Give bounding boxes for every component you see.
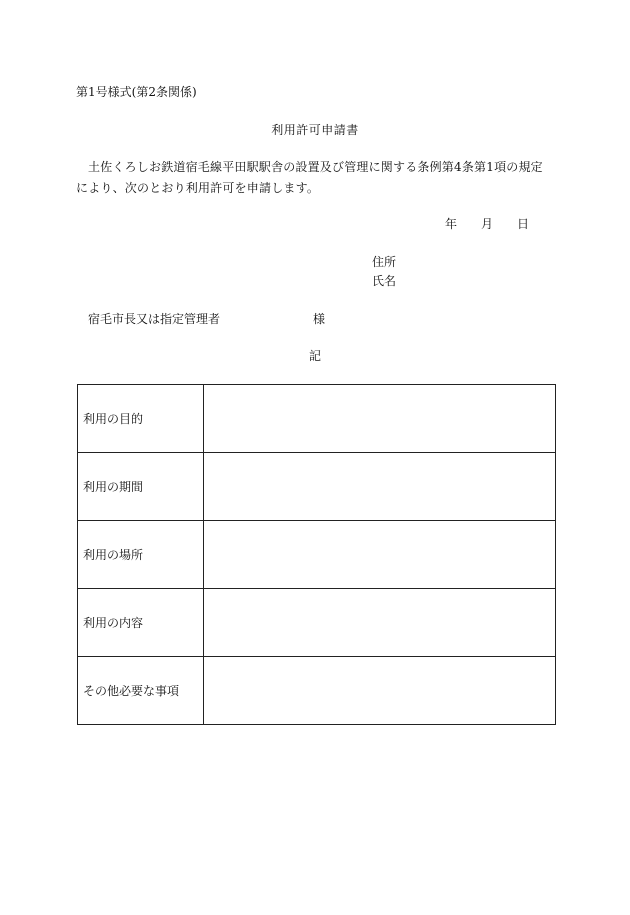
application-statement: 土佐くろしお鉄道宿毛線平田駅駅舎の設置及び管理に関する条例第4条第1項の規定により、次のとおり利用許可を申請します。: [76, 160, 543, 195]
date-day: 日: [517, 217, 530, 231]
applicant-address-label: 住所: [372, 255, 397, 269]
applicant-name-label: 氏名: [372, 274, 397, 288]
document-title: 利用許可申請書: [271, 123, 359, 137]
row-value-field[interactable]: [204, 589, 556, 657]
table-row: [78, 589, 556, 657]
table-row: [78, 385, 556, 453]
row-value-field[interactable]: [204, 657, 556, 725]
row-label: 利用の期間: [78, 453, 204, 521]
row-value-field[interactable]: [204, 453, 556, 521]
table-row: [78, 521, 556, 589]
date-line: [445, 217, 529, 231]
ki-heading: 記: [308, 349, 321, 363]
application-items-table: [77, 384, 556, 725]
table-row: [78, 453, 556, 521]
addressee: 宿毛市長又は指定管理者: [88, 312, 221, 326]
row-value-field[interactable]: [204, 521, 556, 589]
table-row: [78, 657, 556, 725]
date-year: 年: [445, 217, 458, 231]
form-number-label: 第1号様式(第2条関係): [76, 85, 197, 99]
row-label: 利用の場所: [78, 521, 204, 589]
date-month: 月: [481, 217, 494, 231]
row-label: 利用の内容: [78, 589, 204, 657]
row-label: その他必要な事項: [78, 657, 204, 725]
honorific: 様: [313, 312, 326, 326]
row-value-field[interactable]: [204, 385, 556, 453]
row-label: 利用の目的: [78, 385, 204, 453]
